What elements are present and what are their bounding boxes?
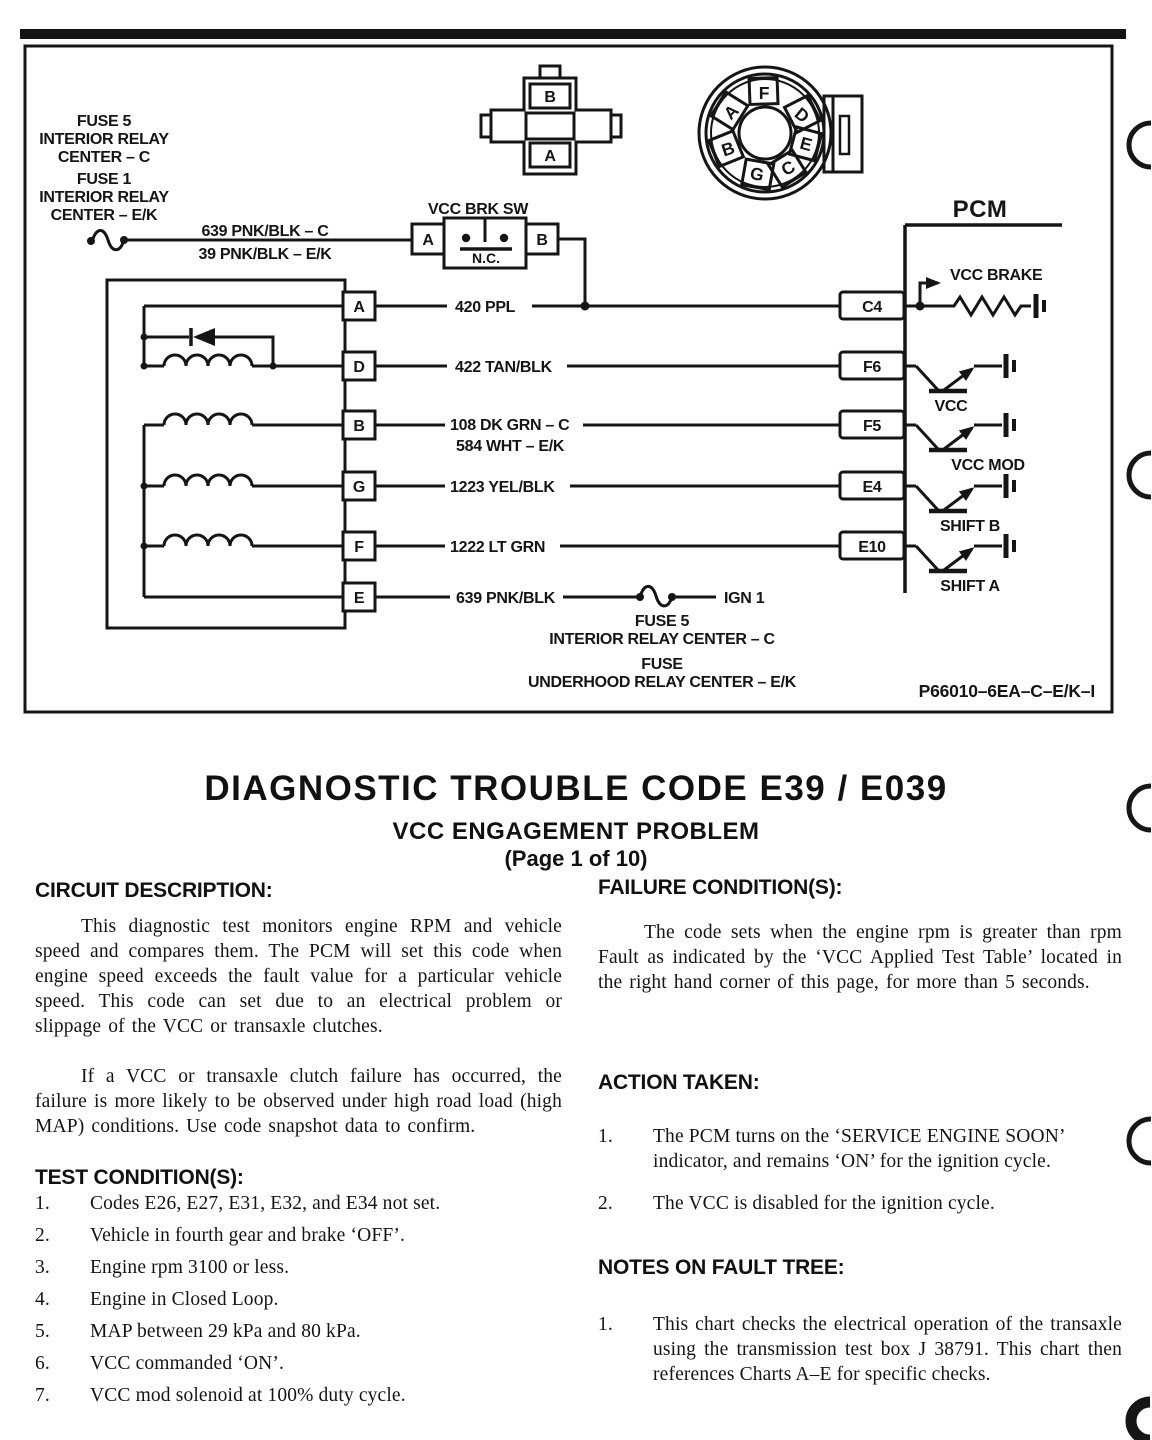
list-item-text: Vehicle in fourth gear and brake ‘OFF’. — [90, 1225, 406, 1246]
list-item-number: 3. — [35, 1257, 50, 1278]
cross-connector-pin-a: A — [544, 148, 556, 165]
round-pin-f: F — [758, 83, 770, 103]
list-item-number: 1. — [598, 1314, 613, 1335]
list-item — [35, 1383, 562, 1408]
fuse-left-labels — [39, 113, 169, 224]
list-item-number: 1. — [598, 1126, 613, 1147]
wire-labels — [450, 299, 765, 607]
wire-end-dot — [87, 237, 95, 245]
list-item-number: 1. — [35, 1193, 50, 1214]
round-pin-b: B — [718, 137, 738, 161]
wire-label-1223-yel-blk: 1223 YEL/BLK — [450, 479, 555, 496]
list-item-text: VCC mod solenoid at 100% duty cycle. — [90, 1385, 406, 1406]
cross-connector-pin-b: B — [544, 89, 556, 106]
pcm-label-shift-b: SHIFT B — [939, 518, 1001, 535]
fuse-left-line: INTERIOR RELAY — [39, 189, 169, 206]
vcc-mod-driver — [904, 413, 1014, 450]
action-taken-heading: ACTION TAKEN: — [598, 1071, 760, 1094]
terminal-e: E — [353, 590, 365, 607]
vcc-driver — [904, 354, 1014, 391]
failure-conditions-paragraph: The code sets when the engine rpm is greater than rpm Fault as indicated by the ‘VCC Applied Test Table’ located in the right hand corner of this page, for more than 5 seconds. — [598, 922, 1122, 993]
switch-pin-a: A — [422, 232, 434, 249]
circuit-description-paragraph-2: If a VCC or transaxle clutch failure has occurred, the failure is more likely to be observed under high road load (high MAP) conditions. Use code snapshot data to confirm. — [35, 1066, 562, 1137]
list-item — [35, 1319, 562, 1344]
feed-wire-label-ek: 39 PNK/BLK – E/K — [198, 246, 332, 263]
fuse-bottom-line: INTERIOR RELAY CENTER – C — [549, 631, 775, 648]
wire-label-108-dk-grn: 108 DK GRN – C — [450, 417, 570, 434]
fuse-dot — [668, 593, 676, 601]
vcc-brake-circuit — [904, 283, 1044, 318]
switch-contact-dot — [500, 234, 508, 242]
round-connector — [699, 67, 862, 199]
round-pin-c: C — [777, 156, 799, 180]
round-pin-d: D — [790, 103, 814, 127]
pin-e10: E10 — [858, 539, 886, 556]
failure-conditions-heading: FAILURE CONDITION(S): — [598, 876, 843, 899]
fuse-left-line: INTERIOR RELAY — [39, 131, 169, 148]
feed-wire-label-c: 639 PNK/BLK – C — [201, 223, 329, 240]
pin-c4: C4 — [862, 299, 882, 316]
list-item-text: Codes E26, E27, E31, E32, and E34 not set. — [90, 1193, 441, 1214]
junction-dot — [141, 334, 148, 341]
list-item-text: Engine in Closed Loop. — [90, 1289, 279, 1310]
fuse-left-line: FUSE 5 — [76, 113, 132, 130]
round-pin-a: A — [719, 100, 743, 124]
list-item-number: 2. — [598, 1193, 613, 1214]
round-pin-g: G — [748, 162, 766, 186]
wire-label-422-tan-blk: 422 TAN/BLK — [455, 359, 552, 376]
shift-a-driver — [904, 534, 1014, 571]
pin-f6: F6 — [862, 359, 882, 376]
terminal-b: B — [353, 418, 365, 435]
switch-pin-b: B — [536, 232, 548, 249]
list-item-text: Engine rpm 3100 or less. — [90, 1257, 290, 1278]
pcm-label-vcc-brake: VCC BRAKE — [950, 267, 1043, 284]
junction-dot — [141, 483, 148, 490]
list-item-text: This chart checks the electrical operation of the transaxle using the transmission test box J 38791. This chart then references Charts A–E for specific checks. — [653, 1314, 1122, 1385]
fuse-bottom-line: UNDERHOOD RELAY CENTER – E/K — [527, 674, 797, 691]
list-item — [35, 1191, 562, 1216]
fuse-dot — [636, 593, 644, 601]
junction-dot — [141, 543, 148, 550]
pin-e4: E4 — [862, 479, 882, 496]
list-item-text: The VCC is disabled for the ignition cycle. — [653, 1193, 995, 1214]
action-item — [598, 1124, 1122, 1174]
list-item-number: 4. — [35, 1289, 50, 1310]
wire-label-420-ppl: 420 PPL — [455, 299, 516, 316]
transaxle-terminals — [343, 292, 375, 611]
fuse-left-line: CENTER – C — [57, 149, 151, 166]
junction-dot — [916, 302, 925, 311]
wire-label-584-wht: 584 WHT – E/K — [456, 438, 565, 455]
round-pin-e: E — [797, 132, 815, 156]
pin-f5: F5 — [862, 418, 882, 435]
list-item-text: MAP between 29 kPa and 80 kPa. — [90, 1321, 361, 1342]
pcm-label-vcc: VCC — [934, 398, 968, 415]
wire-end-dot — [120, 236, 128, 244]
page-title: DIAGNOSTIC TROUBLE CODE E39 / E039 — [204, 769, 948, 808]
pcm-label-vcc-mod: VCC MOD — [951, 457, 1025, 474]
circuit-description-paragraph-1: This diagnostic test monitors engine RPM and vehicle speed and compares them. The PCM will set this code when engine speed exceeds the fault value for a particular vehicle speed. This code can set due to an electrical problem or slippage of the VCC or transaxle clutches. — [35, 916, 562, 1037]
list-item — [35, 1351, 562, 1376]
fuse-left-line: FUSE 1 — [76, 171, 132, 188]
notes-heading: NOTES ON FAULT TREE: — [598, 1256, 845, 1279]
page-subtitle: VCC ENGAGEMENT PROBLEM — [392, 818, 760, 845]
fuse-bottom-line: FUSE — [641, 656, 683, 673]
transaxle-box — [107, 280, 345, 628]
fuse-bottom-line: FUSE 5 — [634, 613, 690, 630]
switch-contact-dot — [462, 234, 470, 242]
list-item-number: 2. — [35, 1225, 50, 1246]
fuse-bottom-labels — [528, 613, 797, 691]
harness-wires — [375, 306, 840, 606]
list-item-text: VCC commanded ‘ON’. — [90, 1353, 285, 1374]
test-conditions-list — [35, 1191, 562, 1415]
list-item — [35, 1223, 562, 1248]
list-item-text: The PCM turns on the ‘SERVICE ENGINE SOON’ indicator, and remains ‘ON’ for the ignition cycle. — [653, 1126, 1065, 1172]
test-conditions-heading: TEST CONDITION(S): — [35, 1166, 244, 1189]
wire-label-ign1: IGN 1 — [724, 590, 765, 607]
junction-dot — [141, 363, 148, 370]
terminal-a: A — [353, 299, 365, 316]
circuit-description-heading: CIRCUIT DESCRIPTION: — [35, 879, 273, 902]
wire-label-1222-lt-grn: 1222 LT GRN — [450, 539, 546, 556]
list-item — [35, 1287, 562, 1312]
list-item-number: 7. — [35, 1385, 50, 1406]
diode-icon — [193, 328, 215, 346]
pcm-label: PCM — [952, 196, 1008, 223]
action-item — [598, 1191, 1122, 1216]
terminal-f: F — [354, 539, 364, 556]
fuse-left-line: CENTER – E/K — [50, 207, 158, 224]
page-number: (Page 1 of 10) — [504, 846, 648, 871]
list-item — [35, 1255, 562, 1280]
list-item-number: 5. — [35, 1321, 50, 1342]
junction-dot — [270, 363, 277, 370]
terminal-d: D — [353, 359, 365, 376]
top-rule-bar — [20, 29, 1126, 39]
wire-label-639-pnk-blk: 639 PNK/BLK — [456, 590, 555, 607]
brake-switch-title: VCC BRK SW — [427, 201, 529, 218]
diagram-part-number: P66010–6EA–C–E/K–I — [918, 681, 1095, 701]
terminal-g: G — [352, 479, 366, 496]
shift-b-driver — [904, 474, 1014, 511]
list-item-number: 6. — [35, 1353, 50, 1374]
switch-nc-label: N.C. — [472, 250, 500, 266]
note-item — [598, 1312, 1122, 1387]
pcm-label-shift-a: SHIFT A — [940, 578, 1000, 595]
